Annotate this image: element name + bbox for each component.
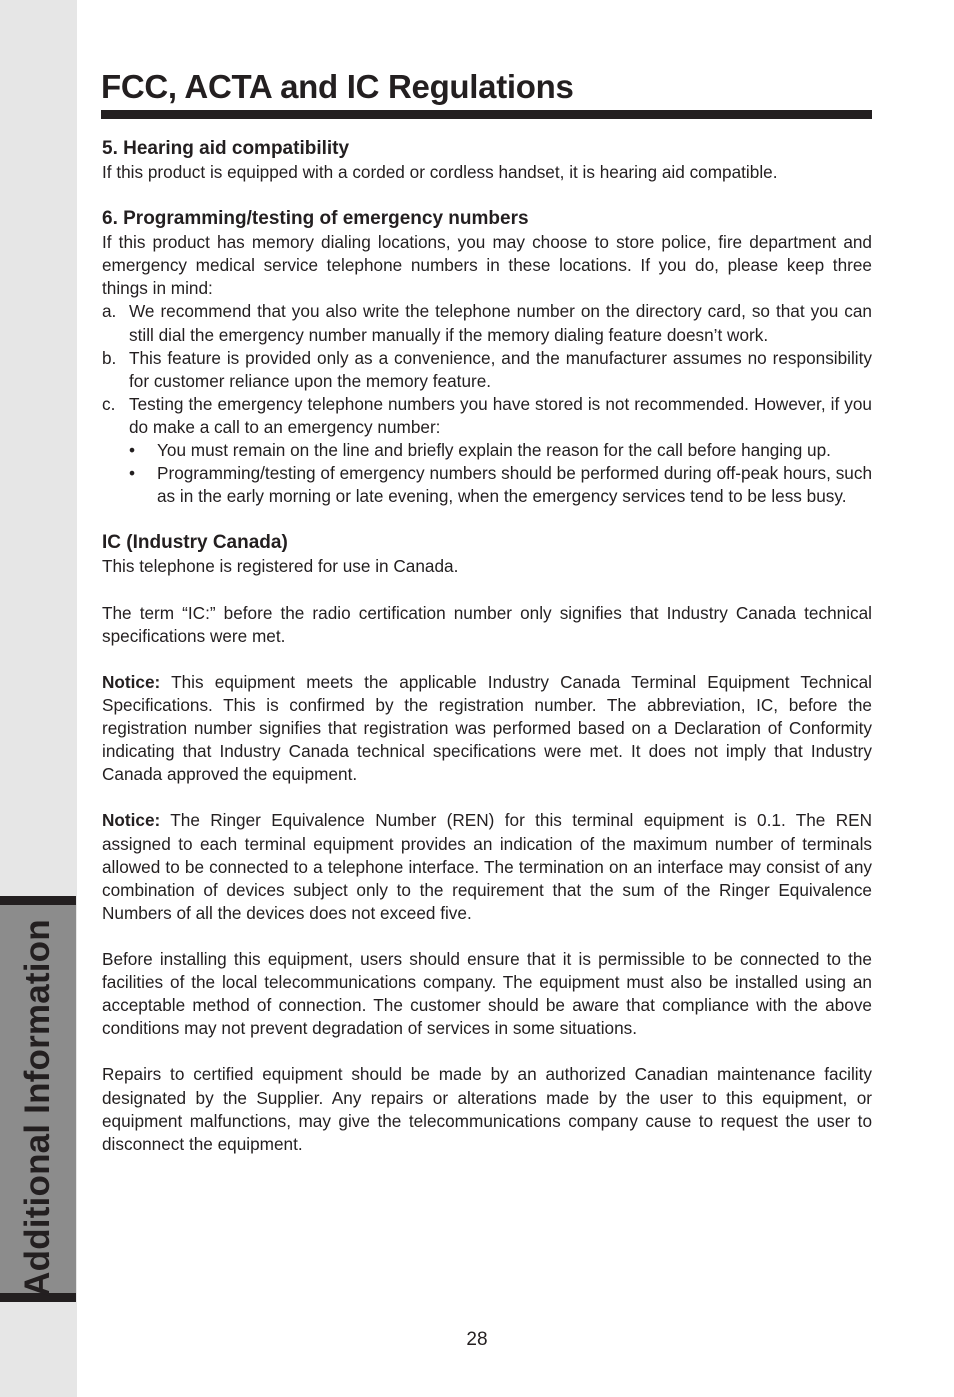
bullet-item [102, 462, 872, 508]
emergency-intro: If this product has memory dialing locations, you may choose to store police, fire department and emergency medical service telephone numbers in these locations. If you do, please keep three things in mind: [102, 232, 872, 299]
section-tab-label: Additional Information [18, 919, 57, 1297]
bullet-item [102, 439, 872, 462]
ic-heading: IC (Industry Canada) [102, 532, 288, 554]
ic-repairs-text: Repairs to certified equipment should be made by an authorized Canadian maintenance facility designated by the Supplier. Any repairs or alterations made by the user to this equipment, or equipment malfunctions, may give the telecommunications company cause to request the user to disconnect the equipment. [102, 1064, 872, 1154]
spacer [102, 508, 872, 531]
ic-installing-text: Before installing this equipment, users should ensure that it is permissible to be connected to the facilities of the local telecommunications company. The equipment must also be installed using an acceptable method of connection. The customer should be aware that compliance with the above conditions may not prevent degradation of services in some situations. [102, 949, 872, 1039]
page-number: 28 [466, 1329, 488, 1350]
bullet-item-text: You must remain on the line and briefly explain the reason for the call before hanging up. [157, 440, 831, 461]
ic-notice-certification [102, 671, 872, 786]
section-tab [0, 896, 76, 1302]
bullet-item-text: Programming/testing of emergency numbers should be performed during off-peak hours, such as in the early morning or late evening, when the emergency services tend to be less busy. [157, 463, 872, 507]
list-item [102, 300, 872, 346]
list-marker: b. [102, 347, 117, 368]
notice-label: Notice: [102, 810, 161, 831]
title-rule [101, 110, 872, 119]
list-marker: c. [102, 393, 116, 414]
list-item-text: We recommend that you also write the telephone number on the directory card, so that you can still dial the emergency number manually if the memory dialing feature doesn’t work. [129, 301, 872, 345]
notice-text: This equipment meets the applicable Industry Canada Terminal Equipment Technical Specifications. This is confirmed by the registration number. The abbreviation, IC, before the registration number signifies that registration was performed based on a Declaration of Conformity indicating that Industry Canada technical specifications were met. It does not imply that Industry Canada approved the equipment. [102, 671, 872, 785]
emergency-heading: 6. Programming/testing of emergency numbers [102, 208, 529, 230]
hearing-aid-text: If this product is equipped with a corded or cordless handset, it is hearing aid compatible. [102, 162, 778, 182]
list-marker: a. [102, 301, 117, 322]
page-content [102, 137, 872, 1179]
bullet-icon: • [129, 440, 136, 461]
hearing-aid-heading: 5. Hearing aid compatibility [102, 138, 350, 159]
ic-notice-ren [102, 809, 872, 924]
list-item [102, 347, 872, 393]
bullet-icon: • [129, 463, 136, 484]
list-item-text: This feature is provided only as a convenience, and the manufacturer assumes no responsibility for customer reliance upon the memory feature. [129, 347, 872, 391]
list-item-text: Testing the emergency telephone numbers you have stored is not recommended. However, if you do make a call to an emergency number: [129, 393, 872, 437]
notice-label: Notice: [102, 671, 161, 692]
ic-registered-text: This telephone is registered for use in Canada. [102, 556, 459, 577]
notice-text: The Ringer Equivalence Number (REN) for this terminal equipment is 0.1. The REN assigned to each terminal equipment provides an indication of the maximum number of terminals allowed to be connected to a telephone interface. The termination on an interface may consist of any combination of devices subject only to the requirement that the sum of the Ringer Equivalence Numbers of all the devices does not exceed five. [102, 810, 872, 923]
ic-term-text: The term “IC:” before the radio certification number only signifies that Industry Canada technical specifications were met. [102, 602, 872, 646]
page-title: FCC, ACTA and IC Regulations [101, 68, 574, 105]
list-item [102, 393, 872, 439]
